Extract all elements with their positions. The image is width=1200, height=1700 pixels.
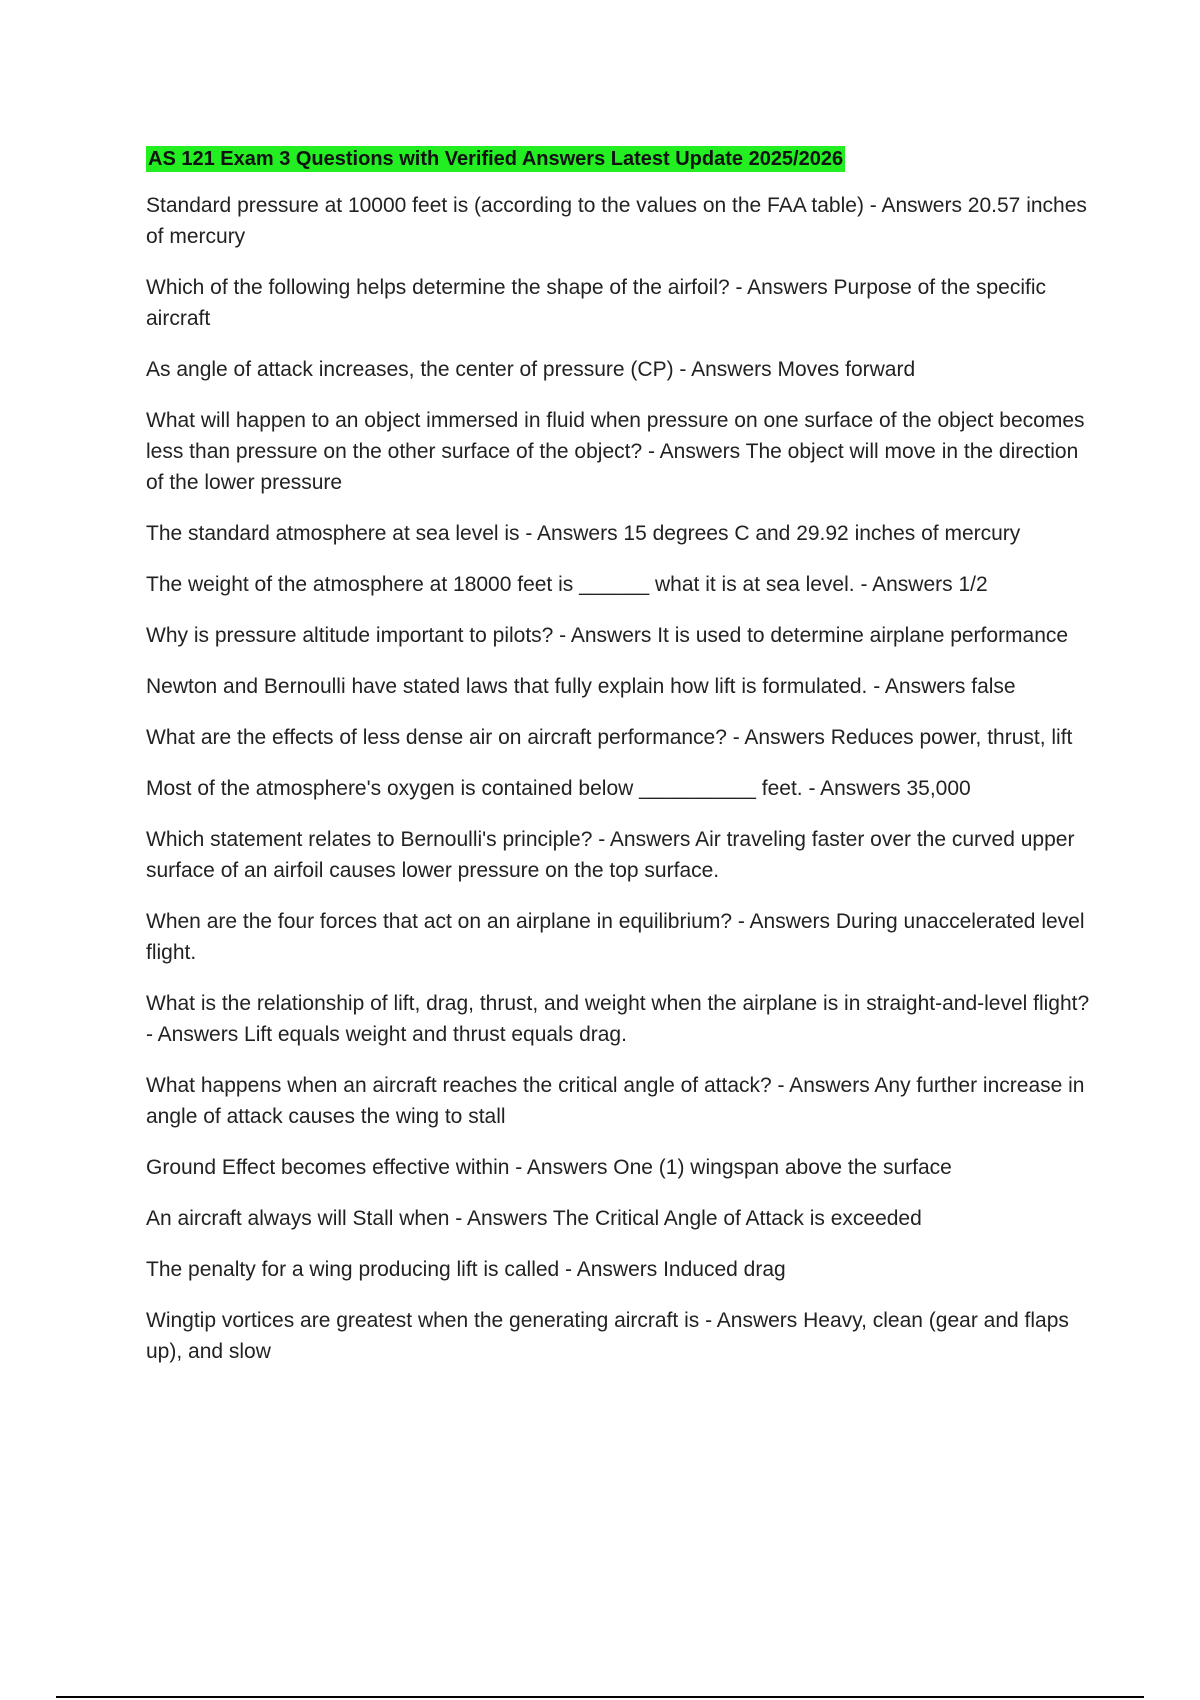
document-title: AS 121 Exam 3 Questions with Verified Answers Latest Update 2025/2026 (148, 148, 844, 170)
qa-item: The standard atmosphere at sea level is - Answers 15 degrees C and 29.92 inches of mercury (146, 522, 1021, 545)
qa-item: Why is pressure altitude important to pilots? - Answers It is used to determine airplane performance (146, 624, 1069, 647)
document-content (146, 146, 1094, 1387)
qa-item: What is the relationship of lift, drag, thrust, and weight when the airplane is in straight-and-level flight? - Answers Lift equals weight and thrust equals drag. (146, 992, 1090, 1046)
qa-item: Newton and Bernoulli have stated laws that fully explain how lift is formulated. - Answers false (146, 675, 1016, 698)
qa-item: When are the four forces that act on an airplane in equilibrium? - Answers During unaccelerated level flight. (146, 910, 1085, 964)
qa-item: As angle of attack increases, the center of pressure (CP) - Answers Moves forward (146, 358, 916, 381)
footer-divider (56, 1696, 1144, 1698)
qa-item: Wingtip vortices are greatest when the generating aircraft is - Answers Heavy, clean (gear and flaps up), and slow (146, 1309, 1069, 1363)
question-answer-list (146, 190, 1094, 1367)
qa-item: Most of the atmosphere's oxygen is contained below __________ feet. - Answers 35,000 (146, 777, 971, 800)
qa-item: Ground Effect becomes effective within - Answers One (1) wingspan above the surface (146, 1156, 952, 1179)
qa-item: Which of the following helps determine the shape of the airfoil? - Answers Purpose of the specific aircraft (146, 276, 1046, 330)
qa-item: Which statement relates to Bernoulli's principle? - Answers Air traveling faster over the curved upper surface of an airfoil causes lower pressure on the top surface. (146, 828, 1075, 882)
qa-item: What happens when an aircraft reaches the critical angle of attack? - Answers Any further increase in angle of attack causes the wing to stall (146, 1074, 1085, 1128)
qa-item: An aircraft always will Stall when - Answers The Critical Angle of Attack is exceeded (146, 1207, 922, 1230)
qa-item: The weight of the atmosphere at 18000 feet is ______ what it is at sea level. - Answers 1/2 (146, 573, 988, 596)
qa-item: The penalty for a wing producing lift is called - Answers Induced drag (146, 1258, 786, 1281)
qa-item: Standard pressure at 10000 feet is (according to the values on the FAA table) - Answers 20.57 inches of mercury (146, 194, 1087, 248)
qa-item: What are the effects of less dense air on aircraft performance? - Answers Reduces power, thrust, lift (146, 726, 1073, 749)
qa-item: What will happen to an object immersed in fluid when pressure on one surface of the object becomes less than pressure on the other surface of the object? - Answers The object will move in the direction of the lower pressure (146, 409, 1085, 494)
